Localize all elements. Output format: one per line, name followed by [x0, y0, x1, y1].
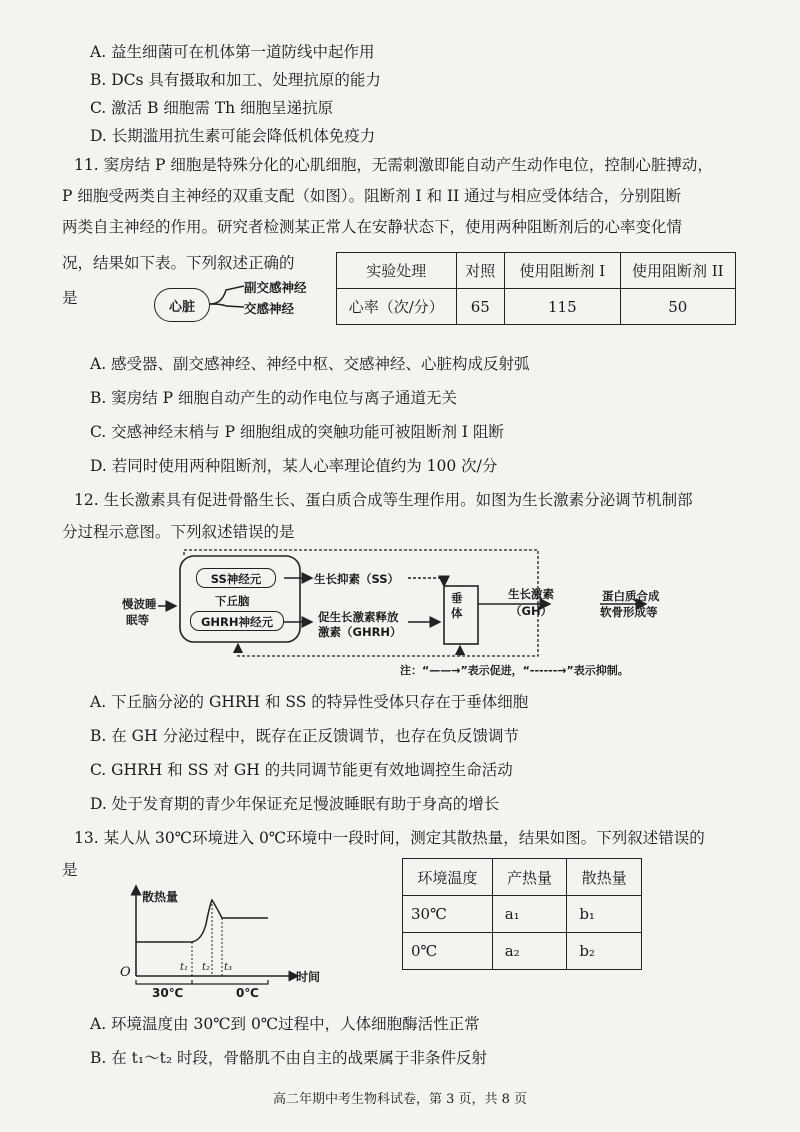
pituitary-label-1: 垂 [451, 591, 463, 605]
effect-label-1: 蛋白质合成 [602, 589, 660, 603]
q13-stem-line2: 是 [62, 861, 78, 879]
gh-label-1: 生长激素 [508, 587, 554, 601]
ghrh-output-label-2: 激素（GHRH） [318, 625, 402, 639]
graph-t1: t₁ [180, 962, 189, 973]
diagram-note: 注：“——→”表示促进，“------→”表示抑制。 [400, 664, 629, 677]
graph-t2: t₂ [202, 962, 211, 973]
table-header: 对照 [456, 253, 505, 289]
table-cell: b₂ [567, 933, 642, 970]
q13-option-b: B. 在 t₁～t₂ 时段，骨骼肌不由自主的战栗属于非条件反射 [90, 1049, 487, 1067]
table-header: 使用阻断剂 II [620, 253, 735, 289]
q11-stem-line5: 是 [62, 289, 78, 307]
slow-sleep-label-1: 慢波睡 [122, 597, 157, 611]
graph-segment-30c: 30℃ [152, 986, 184, 1000]
table-header: 环境温度 [403, 859, 493, 896]
hypothalamus-label: 下丘脑 [215, 594, 250, 608]
q10-option-d: D. 长期滥用抗生素可能会降低机体免疫力 [90, 127, 376, 145]
graph-t3: t₃ [224, 962, 233, 973]
heart-node [154, 288, 210, 322]
q11-option-d: D. 若同时使用两种阻断剂，某人心率理论值约为 100 次/分 [90, 457, 498, 475]
slow-sleep-label-2: 眠等 [126, 613, 149, 627]
ss-output-label: 生长抑素（SS） [314, 572, 400, 586]
q12-option-a: A. 下丘脑分泌的 GHRH 和 SS 的特异性受体只存在于垂体细胞 [90, 693, 529, 711]
table-cell: a₁ [492, 896, 567, 933]
q11-option-c: C. 交感神经末梢与 P 细胞组成的突触功能可被阻断剂 I 阻断 [90, 423, 504, 441]
table-cell: 65 [456, 289, 505, 325]
ss-neuron-node [196, 568, 276, 588]
pituitary-label-2: 体 [451, 606, 463, 620]
q11-option-a: A. 感受器、副交感神经、神经中枢、交感神经、心脏构成反射弧 [90, 355, 530, 373]
ghrh-neuron-label: GHRH神经元 [200, 615, 274, 629]
table-header: 产热量 [492, 859, 567, 896]
q10-option-c: C. 激活 B 细胞需 Th 细胞呈递抗原 [90, 99, 334, 117]
q10-option-b: B. DCs 具有摄取和加工、处理抗原的能力 [90, 71, 381, 89]
table-cell: b₁ [567, 896, 642, 933]
ghrh-neuron-node [190, 611, 284, 631]
q11-option-b: B. 窦房结 P 细胞自动产生的动作电位与离子通道无关 [90, 389, 458, 407]
table-header: 散热量 [567, 859, 642, 896]
q12-stem-line2: 分过程示意图。下列叙述错误的是 [62, 523, 295, 541]
table-cell: 心率（次/分） [337, 289, 457, 325]
table-cell: a₂ [492, 933, 567, 970]
q13-heat-table [402, 858, 642, 970]
q11-stem-line3: 两类自主神经的作用。研究者检测某正常人在安静状态下，使用两种阻断剂后的心率变化情 [62, 218, 683, 236]
table-cell: 115 [505, 289, 621, 325]
graph-segment-0c: 0℃ [236, 986, 259, 1000]
table-cell: 30℃ [403, 896, 493, 933]
graph-origin: O [120, 965, 131, 980]
q12-option-c: C. GHRH 和 SS 对 GH 的共同调节能更有效地调控生命活动 [90, 761, 513, 779]
table-cell: 50 [620, 289, 735, 325]
graph-xlabel: 时间 [296, 970, 321, 984]
q11-stem-line2: P 细胞受两类自主神经的双重支配（如图）。阻断剂 I 和 II 通过与相应受体结合，分别阻断 [62, 187, 682, 205]
q11-heart-rate-table [336, 252, 736, 325]
effect-label-2: 软骨形成等 [600, 605, 658, 619]
table-header: 实验处理 [337, 253, 457, 289]
table-header: 使用阻断剂 I [505, 253, 621, 289]
q11-stem-line4: 况，结果如下表。下列叙述正确的 [62, 254, 295, 272]
ghrh-output-label-1: 促生长激素释放 [318, 610, 399, 624]
nerve-connectors [208, 280, 248, 320]
q12-stem-line1: 12. 生长激素具有促进骨骼生长、蛋白质合成等生理作用。如图为生长激素分泌调节机制部 [74, 491, 693, 509]
q12-option-d: D. 处于发育期的青少年保证充足慢波睡眠有助于身高的增长 [90, 795, 500, 813]
q10-option-a: A. 益生细菌可在机体第一道防线中起作用 [90, 43, 375, 61]
gh-label-2: （GH） [510, 604, 553, 618]
q11-stem-line1: 11. 窦房结 P 细胞是特殊分化的心肌细胞，无需刺激即能自动产生动作电位，控制心脏搏动， [74, 156, 713, 174]
ss-neuron-label: SS神经元 [210, 572, 262, 586]
page-footer: 高二年期中考生物科试卷，第 3 页，共 8 页 [272, 1092, 528, 1107]
sympathetic-label: 交感神经 [244, 301, 295, 316]
parasympathetic-label: 副交感神经 [244, 280, 307, 295]
q12-option-b: B. 在 GH 分泌过程中，既存在正反馈调节，也存在负反馈调节 [90, 727, 519, 745]
heart-label: 心脏 [168, 299, 195, 315]
graph-ylabel: 散热量 [142, 890, 179, 904]
q13-stem-line1: 13. 某人从 30℃环境进入 0℃环境中一段时间，测定其散热量，结果如图。下列叙述错误的 [74, 829, 705, 847]
table-cell: 0℃ [403, 933, 493, 970]
q13-option-a: A. 环境温度由 30℃到 0℃过程中，人体细胞酶活性正常 [90, 1015, 480, 1033]
